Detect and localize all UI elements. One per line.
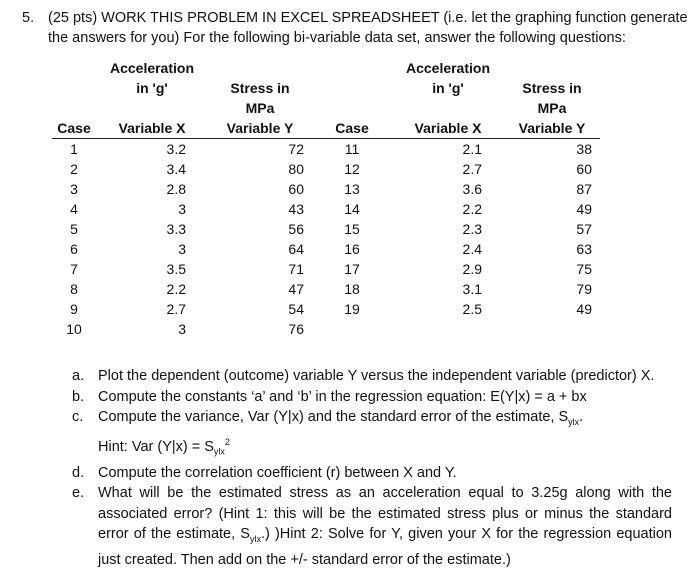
- var-x-cell: 2.8: [166, 181, 186, 197]
- question-text: Plot the dependent (outcome) variable Y versus the independent variable (predictor) X.: [98, 368, 655, 384]
- stress-unit-right: MPa: [537, 100, 567, 116]
- case-cell: 18: [344, 281, 360, 297]
- subscript: ylx: [568, 416, 580, 427]
- case-cell: 11: [344, 141, 360, 157]
- table-row: [52, 219, 600, 239]
- case-cell: 2: [70, 161, 78, 177]
- question-d: [72, 463, 672, 484]
- table-row: [52, 199, 600, 219]
- var-y-cell: 49: [576, 301, 592, 317]
- problem-number: 5.: [22, 10, 35, 26]
- header-row-3: [52, 98, 600, 118]
- question-label: d.: [72, 464, 85, 481]
- var-y-cell: 87: [576, 181, 592, 197]
- case-cell: 13: [344, 181, 360, 197]
- var-x-cell: 2.5: [462, 301, 482, 317]
- table-row: [52, 179, 600, 199]
- question-list: [72, 366, 672, 570]
- question-label: a.: [72, 368, 85, 384]
- header-row-1: [52, 58, 600, 78]
- var-x-cell: 3: [178, 201, 186, 217]
- question-text-main: Compute the variance, Var (Y|x) and the standard error of the estimate, S: [98, 409, 569, 425]
- case-cell: 4: [70, 201, 78, 217]
- question-label: c.: [72, 409, 84, 425]
- case-cell: 8: [70, 281, 78, 297]
- hint-text: Hint: Var (Y|x) = S: [98, 439, 214, 456]
- var-x-cell: [392, 319, 504, 339]
- var-y-header-left: Variable Y: [208, 118, 312, 139]
- case-cell: 14: [344, 201, 360, 217]
- var-y-header-right: Variable Y: [504, 118, 600, 139]
- var-x-cell: 3.4: [166, 161, 186, 177]
- data-table: [52, 58, 600, 339]
- accel-header-left: Acceleration: [109, 60, 195, 76]
- var-x-cell: 2.9: [462, 261, 482, 277]
- case-header-right: Case: [312, 118, 392, 139]
- case-cell: 19: [344, 301, 360, 317]
- case-cell: 10: [66, 321, 82, 337]
- case-cell: 7: [70, 261, 78, 277]
- case-cell: 1: [70, 141, 78, 157]
- var-x-cell: 3.3: [166, 221, 186, 237]
- question-e: [72, 483, 672, 570]
- var-y-cell: [504, 319, 600, 339]
- var-y-cell: 72: [288, 141, 304, 157]
- var-y-cell: 38: [576, 141, 592, 157]
- var-y-cell: 80: [288, 161, 304, 177]
- stress-header-right: Stress in: [522, 80, 582, 96]
- var-x-cell: 3.1: [462, 281, 482, 297]
- var-y-cell: 63: [576, 241, 592, 257]
- var-y-cell: 60: [288, 181, 304, 197]
- accel-unit-right: in 'g': [432, 80, 464, 96]
- table-row: [52, 299, 600, 319]
- table-row: [52, 139, 600, 160]
- table-row: [52, 159, 600, 179]
- var-x-cell: 2.3: [462, 221, 482, 237]
- question-text: [98, 483, 672, 570]
- question-label: b.: [72, 388, 85, 405]
- case-header-left: Case: [52, 118, 96, 139]
- var-y-cell: 47: [288, 281, 304, 297]
- question-text: Compute the constants ‘a’ and ‘b’ in the regression equation: E(Y|x) = a + bx: [98, 388, 587, 405]
- var-x-cell: 3.6: [462, 181, 482, 197]
- var-y-cell: 71: [288, 261, 304, 277]
- var-x-cell: 2.4: [462, 241, 482, 257]
- case-cell: 17: [344, 261, 360, 277]
- hint-subscript: ylx: [213, 447, 225, 458]
- var-x-cell: 2.7: [462, 161, 482, 177]
- stress-header-left: Stress in: [230, 80, 290, 96]
- question-c: [72, 407, 672, 463]
- accel-unit-left: in 'g': [136, 80, 168, 96]
- case-cell: 5: [70, 221, 78, 237]
- var-y-cell: 57: [576, 221, 592, 237]
- var-x-cell: 3: [178, 241, 186, 257]
- var-x-header-right: Variable X: [392, 118, 504, 139]
- table-row: [52, 279, 600, 299]
- case-cell: 15: [344, 221, 360, 237]
- case-cell: 9: [70, 301, 78, 317]
- var-y-cell: 56: [288, 221, 304, 237]
- case-cell: 12: [344, 161, 360, 177]
- var-x-header-left: Variable X: [96, 118, 208, 139]
- question-text: Compute the correlation coefficient (r) between X and Y.: [98, 464, 457, 481]
- var-y-cell: 64: [288, 241, 304, 257]
- hint: [98, 432, 672, 462]
- period: .: [579, 409, 584, 425]
- var-y-cell: 75: [576, 261, 592, 277]
- stress-unit-left: MPa: [245, 100, 275, 116]
- subscript: ylx: [249, 534, 261, 544]
- problem-statement: (25 pts) WORK THIS PROBLEM IN EXCEL SPREADSHEET (i.e. let the graphing function generate the answers for you) For the following bi-variable data set, answer the following questions:: [48, 10, 688, 46]
- header-row-2: [52, 78, 600, 98]
- case-cell: 6: [70, 241, 78, 257]
- var-x-cell: 2.2: [166, 281, 186, 297]
- table-row: [52, 239, 600, 259]
- var-x-cell: 2.7: [166, 301, 186, 317]
- var-x-cell: 2.2: [462, 201, 482, 217]
- question-b: [72, 387, 672, 408]
- accel-header-right: Acceleration: [405, 60, 491, 76]
- var-x-cell: 3: [178, 321, 186, 337]
- question-text-part2: .) )Hint 2: Solve for Y, given your X for the regression equation just created. Then add on the +/- standard error of the estimate.): [98, 526, 672, 568]
- var-x-cell: 2.1: [462, 141, 482, 157]
- var-y-cell: 49: [576, 201, 592, 217]
- hint-superscript: 2: [224, 437, 230, 448]
- var-y-cell: 76: [288, 321, 304, 337]
- table-row: [52, 319, 600, 339]
- question-text: [98, 407, 672, 463]
- var-y-cell: 43: [288, 201, 304, 217]
- question-text-part1: What will be the estimated stress as an acceleration equal to 3.25g along with the associated error? (Hint 1: this will be the estimated stress plus or minus the standard error of the estimate, S: [98, 485, 672, 543]
- table-row: [52, 259, 600, 279]
- column-header-row: [52, 118, 600, 139]
- var-y-cell: 60: [576, 161, 592, 177]
- var-y-cell: 54: [288, 301, 304, 317]
- var-y-cell: 79: [576, 281, 592, 297]
- case-cell: 16: [344, 241, 360, 257]
- question-label: e.: [72, 485, 85, 502]
- case-cell: 3: [70, 181, 78, 197]
- question-a: [72, 366, 672, 387]
- var-x-cell: 3.2: [166, 141, 186, 157]
- case-cell: [312, 319, 392, 339]
- var-x-cell: 3.5: [166, 261, 186, 277]
